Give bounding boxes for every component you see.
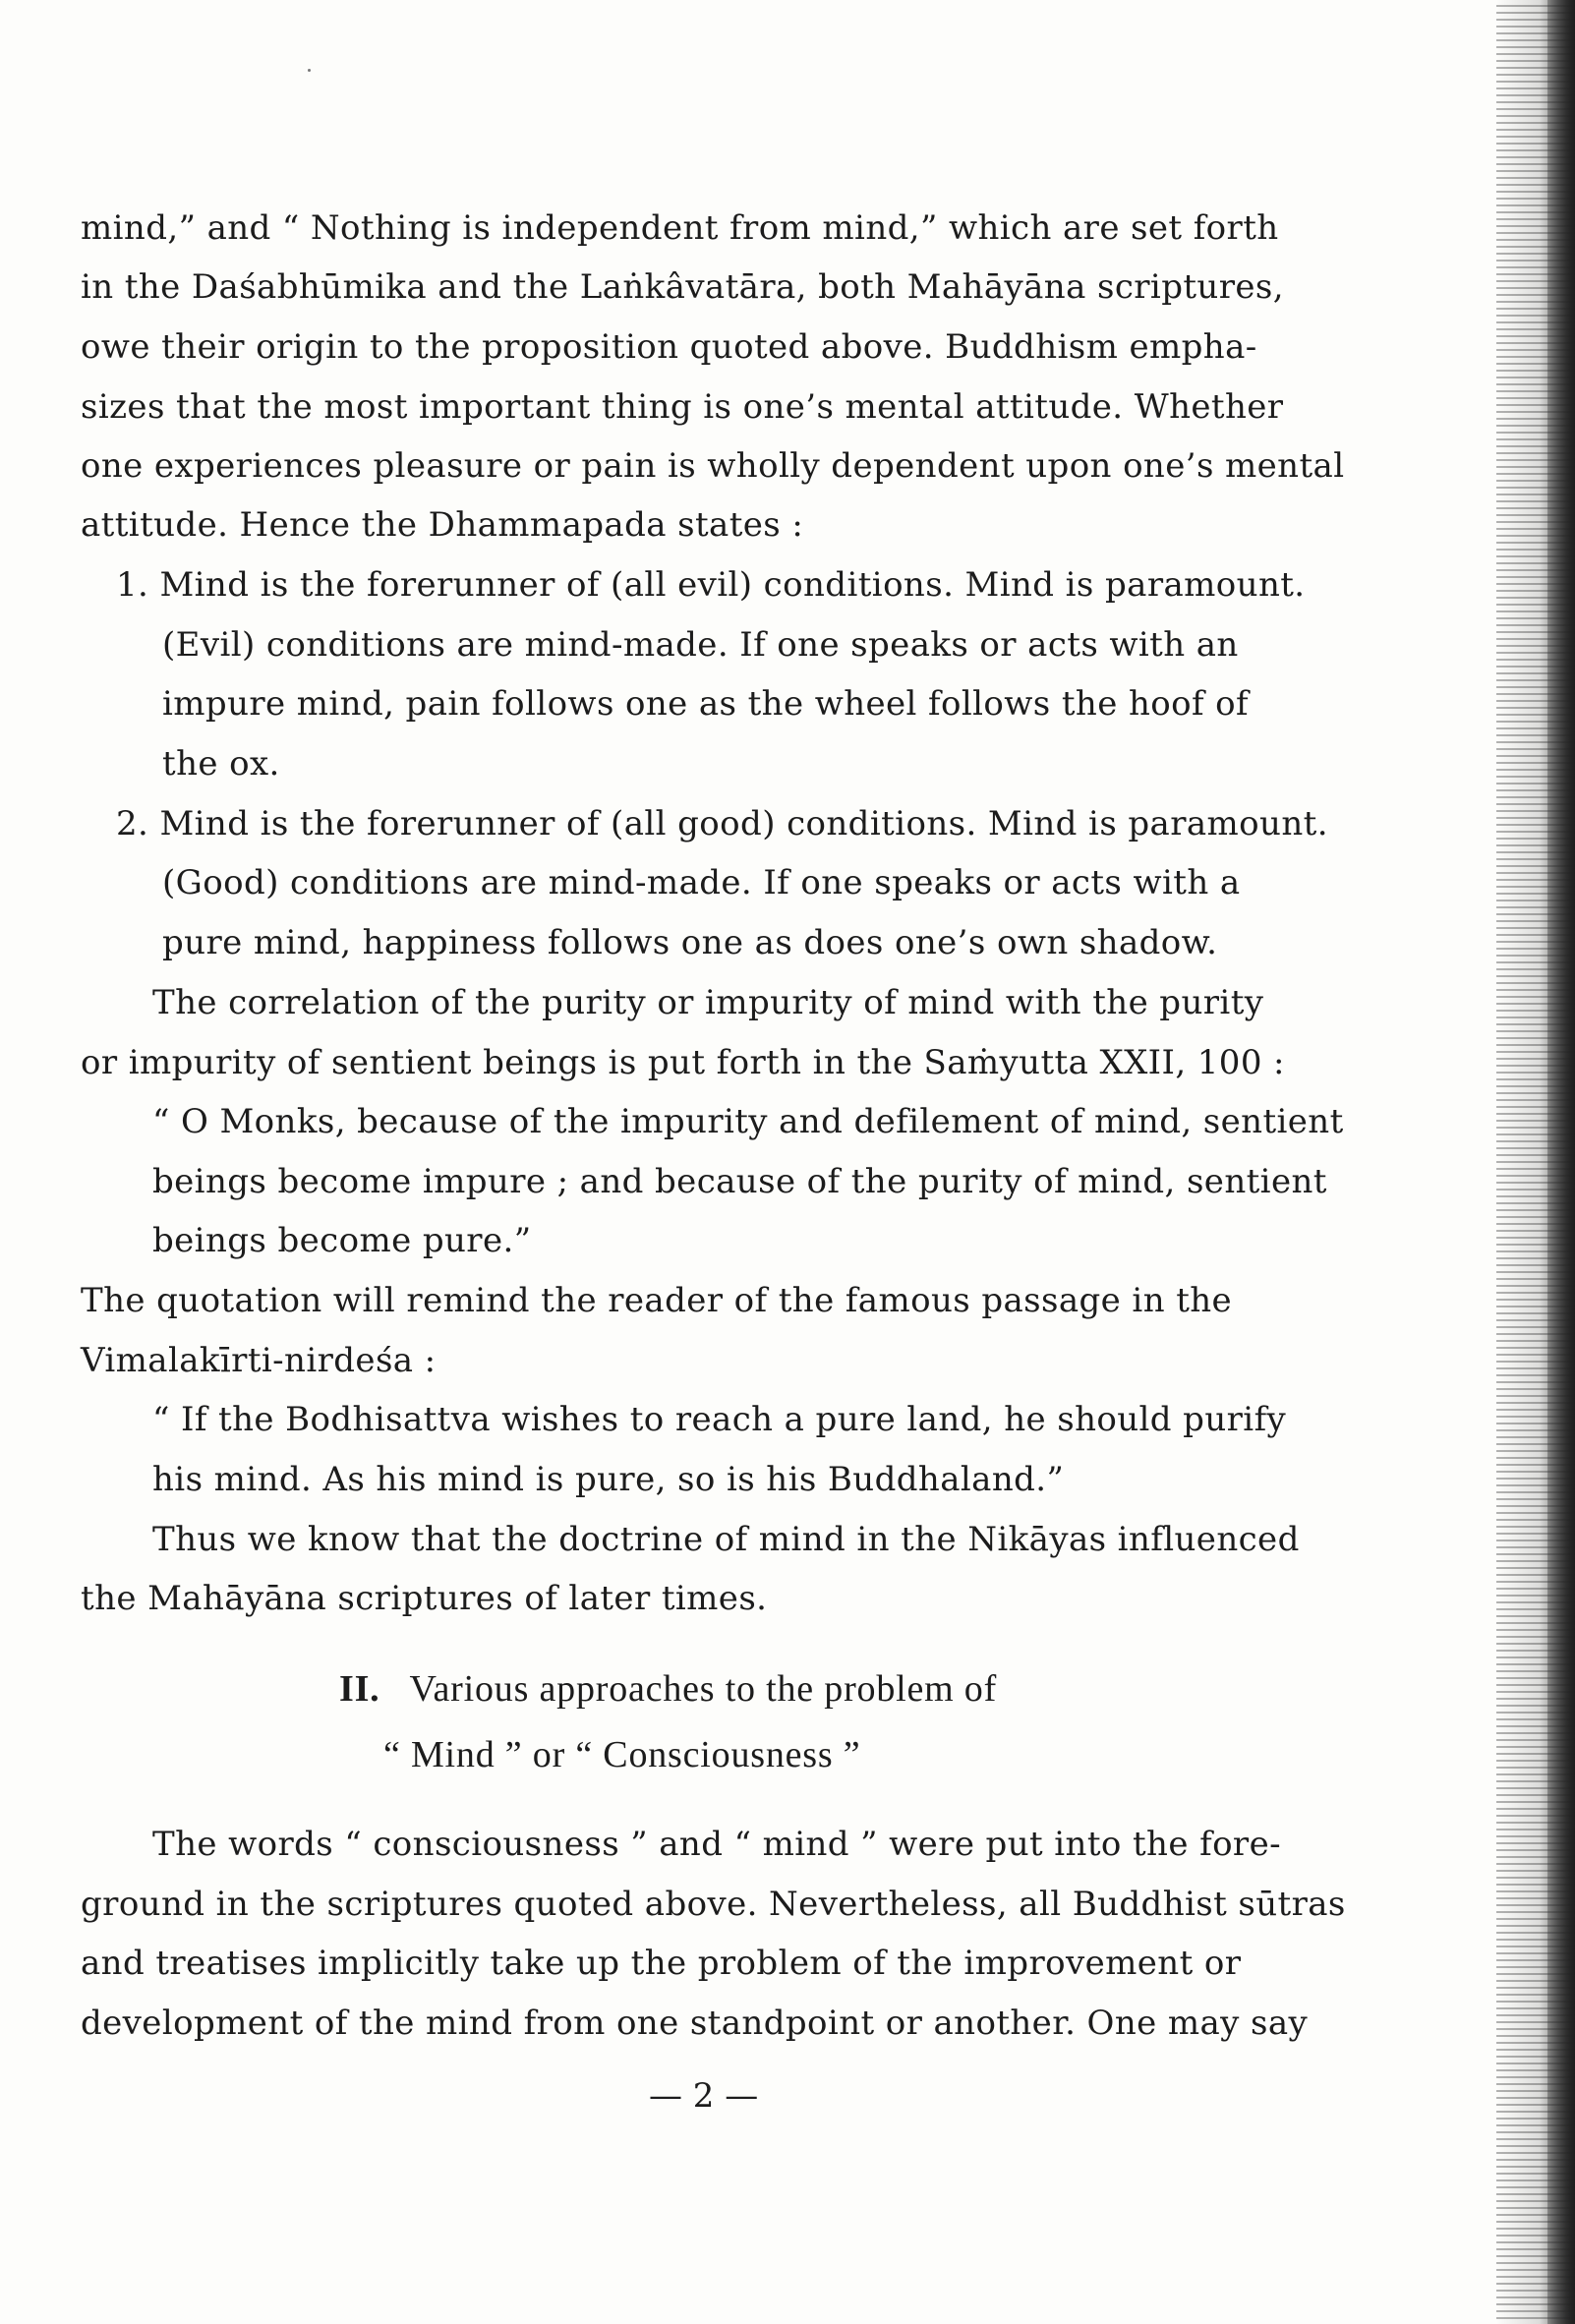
quote-line: beings become impure ; and because of the purity of mind, sentient <box>152 1162 1327 1201</box>
list-item-2-line: 2. Mind is the forerunner of (all good) conditions. Mind is paramount. <box>116 804 1328 843</box>
list-item-2-line: pure mind, happiness follows one as does one’s own shadow. <box>162 923 1218 962</box>
text-line: The words “ consciousness ” and “ mind ” were put into the fore- <box>152 1825 1281 1864</box>
list-item-2-line: (Good) conditions are mind-made. If one speaks or acts with a <box>162 863 1241 902</box>
text-line: attitude. Hence the Dhammapada states : <box>81 505 804 545</box>
text-line: development of the mind from one standpoint or another. One may say <box>81 2004 1309 2043</box>
list-item-1-line: 1. Mind is the forerunner of (all evil) conditions. Mind is paramount. <box>116 565 1306 605</box>
quote-line: his mind. As his mind is pure, so is his Buddhaland.” <box>152 1460 1065 1499</box>
quote-line: beings become pure.” <box>152 1221 532 1260</box>
list-item-1-line: impure mind, pain follows one as the wheel follows the hoof of <box>162 684 1250 724</box>
section-heading <box>339 1667 997 1711</box>
text-line: and treatises implicitly take up the problem of the improvement or <box>81 1944 1242 1983</box>
quote-line: “ If the Bodhisattva wishes to reach a pure land, he should purify <box>152 1400 1287 1439</box>
text-line: ground in the scriptures quoted above. Nevertheless, all Buddhist sūtras <box>81 1885 1346 1924</box>
text-line: one experiences pleasure or pain is wholly dependent upon one’s mental <box>81 446 1345 486</box>
section-title-line-1: Various approaches to the problem of <box>409 1668 998 1710</box>
list-item-1-line: (Evil) conditions are mind-made. If one speaks or acts with an <box>162 625 1239 665</box>
text-line: the Mahāyāna scriptures of later times. <box>81 1579 768 1618</box>
text-line: The quotation will remind the reader of the famous passage in the <box>81 1281 1233 1320</box>
quote-line: “ O Monks, because of the impurity and defilement of mind, sentient <box>152 1102 1344 1141</box>
text-line: Vimalakīrti-nirdeśa : <box>81 1341 437 1380</box>
text-line: or impurity of sentient beings is put forth in the Saṁyutta XXII, 100 : <box>81 1043 1285 1082</box>
section-number: II. <box>339 1668 380 1710</box>
list-item-1-line: the ox. <box>162 744 280 784</box>
text-line: owe their origin to the proposition quoted above. Buddhism empha- <box>81 327 1257 367</box>
page-number: — 2 — <box>649 2076 759 2116</box>
text-line: Thus we know that the doctrine of mind in the Nikāyas influenced <box>152 1520 1300 1559</box>
text-line: mind,” and “ Nothing is independent from mind,” which are set forth <box>81 208 1279 248</box>
text-line: sizes that the most important thing is one’s mental attitude. Whether <box>81 387 1284 427</box>
section-title-line-2: “ Mind ” or “ Consciousness ” <box>383 1734 861 1775</box>
scanned-page-edge <box>1496 0 1575 2324</box>
text-line: The correlation of the purity or impurity of mind with the purity <box>152 983 1264 1022</box>
text-line: in the Daśabhūmika and the Laṅkâvatāra, both Mahāyāna scriptures, <box>81 267 1284 307</box>
